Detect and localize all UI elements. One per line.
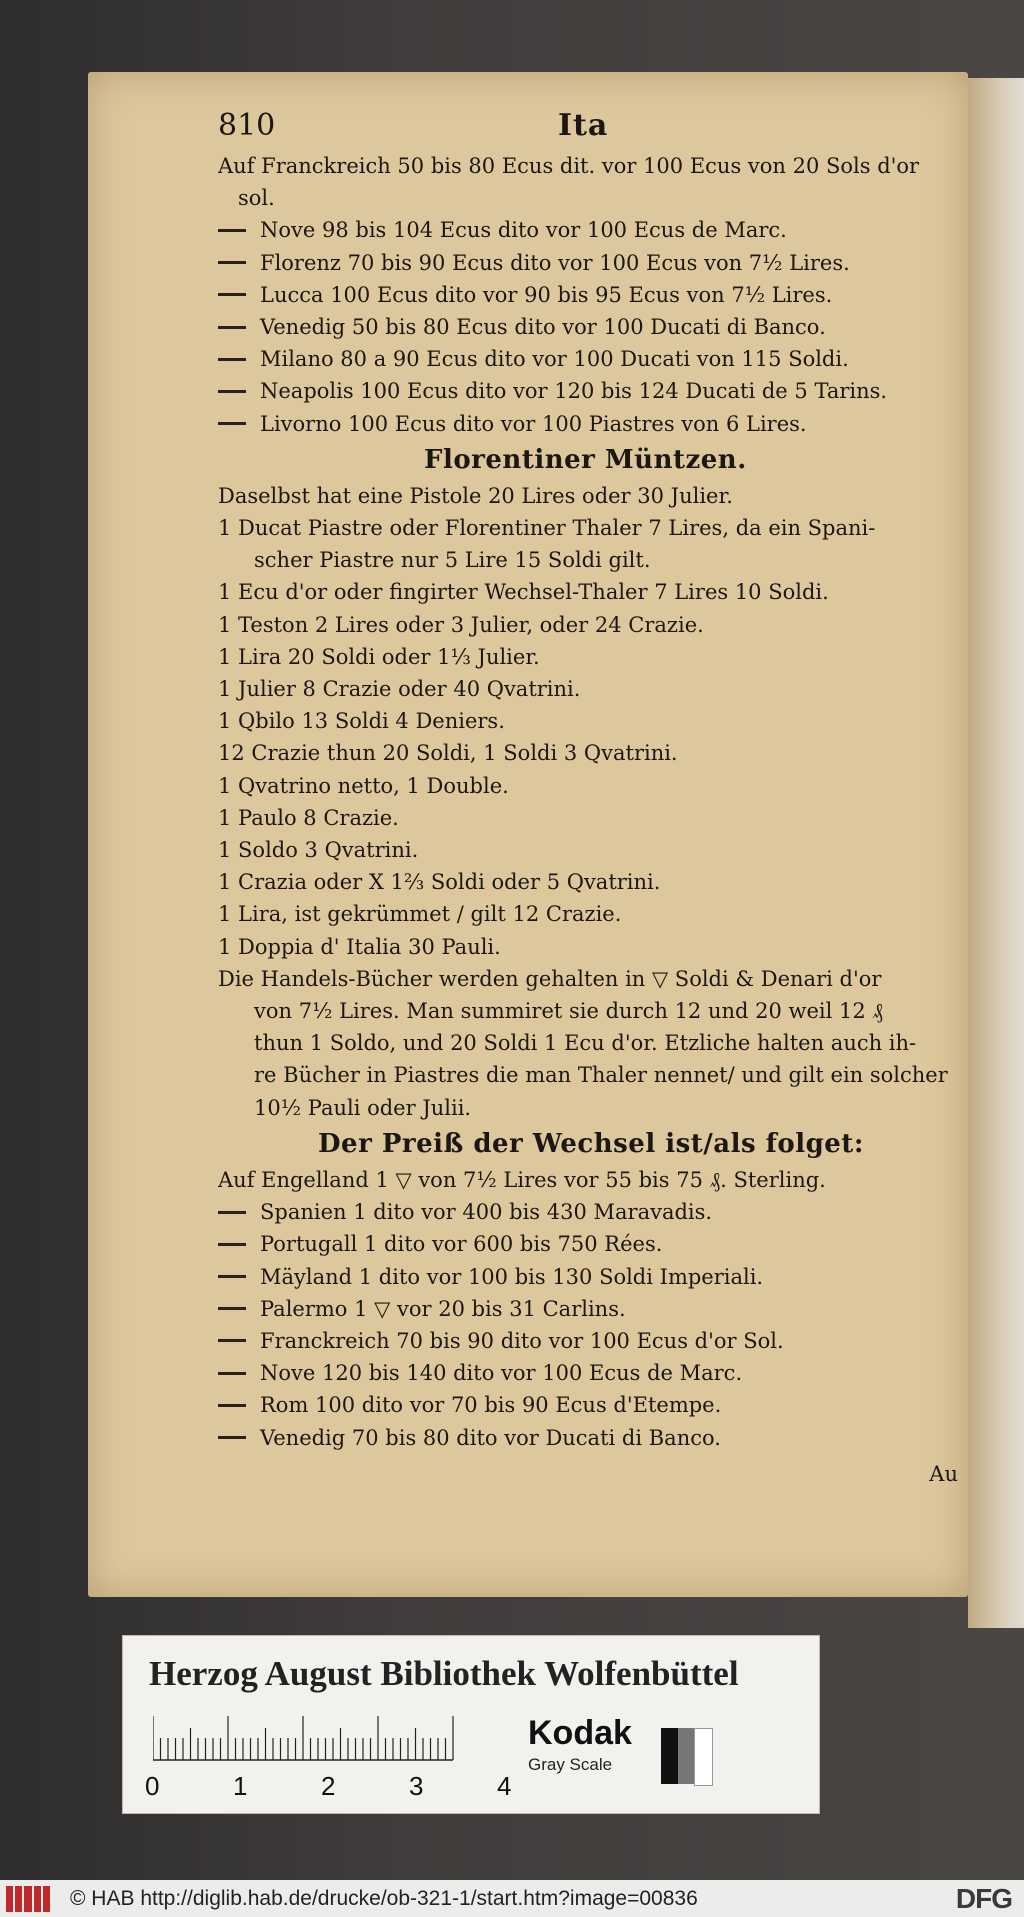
text-line [218,770,988,802]
library-color-card [122,1635,820,1814]
line-text: von 7½ Lires. Man summiret sie durch 12 und 20 weil 12 ₰ [254,999,883,1024]
text-line [218,1422,988,1454]
line-text: 1 Doppia d' Italia 30 Pauli. [218,934,501,959]
page-number: 810 [218,108,276,143]
line-text: Franckreich 70 bis 90 dito vor 100 Ecus d'or Sol. [260,1328,784,1353]
dash-mark [218,1372,246,1375]
line-text: 1 Julier 8 Crazie oder 40 Qvatrini. [218,677,581,702]
line-text: Spanien 1 dito vor 400 bis 430 Maravadis. [260,1200,713,1225]
text-line [218,705,988,737]
ruler-number: 2 [321,1771,336,1801]
text-line [218,1196,988,1228]
line-text: thun 1 Soldo, und 20 Soldi 1 Ecu d'or. Etzliche halten auch ih- [254,1031,917,1056]
dash-mark [218,229,246,232]
text-line [218,150,988,182]
section-heading-coins: Florentiner Müntzen. [424,444,747,475]
line-text: 1 Ducat Piastre oder Florentiner Thaler 7 Lires, da ein Spani- [218,516,876,541]
ruler-number: 1 [233,1771,248,1801]
ruler-number: 0 [145,1771,160,1801]
text-line [218,1389,988,1421]
text-line [218,214,988,246]
line-text: Nove 120 bis 140 dito vor 100 Ecus de Marc. [260,1361,743,1386]
ruler-scale [153,1714,493,1762]
ruler-number: 3 [409,1771,424,1801]
text-line [218,673,988,705]
text-line [218,512,988,544]
line-text: 1 Soldo 3 Qvatrini. [218,838,419,863]
line-text: Rom 100 dito vor 70 bis 90 Ecus d'Etempe. [260,1393,722,1418]
line-text: Venedig 70 bis 80 dito vor Ducati di Banco. [260,1425,721,1450]
copyright-link[interactable]: © HAB http://diglib.hab.de/drucke/ob-321-1/start.htm?image=00836 [70,1886,698,1910]
text-line [218,1059,988,1091]
page-header [218,108,988,150]
line-text: 1 Ecu d'or oder fingirter Wechsel-Thaler 7 Lires 10 Soldi. [218,580,829,605]
text-line [218,1027,988,1059]
line-text: Auf Engelland 1 ▽ von 7½ Lires vor 55 bis 75 ₰. Sterling. [218,1167,826,1192]
dash-mark [218,1339,246,1342]
line-text: Daselbst hat eine Pistole 20 Lires oder 30 Julier. [218,483,733,508]
line-text: 1 Paulo 8 Crazie. [218,805,399,830]
line-text: Die Handels-Bücher werden gehalten in ▽ Soldi & Denari d'or [218,966,882,991]
line-text: re Bücher in Piastres die man Thaler nennet/ und gilt ein solcher [254,1063,948,1088]
text-line [218,1261,988,1293]
line-text: 1 Qbilo 13 Soldi 4 Deniers. [218,709,505,734]
line-text: 1 Teston 2 Lires oder 3 Julier, oder 24 Crazie. [218,612,704,637]
line-text: Mäyland 1 dito vor 100 bis 130 Soldi Imperiali. [260,1264,764,1289]
gray-scale-patches [661,1728,713,1784]
text-line [218,898,988,930]
dash-mark [218,1307,246,1310]
dash-mark [218,390,246,393]
dfg-logo: DFG [955,1882,1012,1914]
text-line [218,1092,988,1124]
ruler-numbers [145,1771,525,1801]
dash-mark [218,293,246,296]
text-line [218,931,988,963]
text-line [218,866,988,898]
text-line [218,247,988,279]
text-line [218,1357,988,1389]
text-line [218,343,988,375]
running-head: Ita [558,108,609,143]
dash-mark [218,1211,246,1214]
kodak-subtitle: Gray Scale [528,1755,613,1774]
exchange-list [218,1164,988,1454]
ruler-number: 4 [497,1771,512,1801]
text-line [218,737,988,769]
text-line [218,544,988,576]
text-line [218,1293,988,1325]
dash-mark [218,1275,246,1278]
text-line [218,576,988,608]
line-text: 1 Lira, ist gekrümmet / gilt 12 Crazie. [218,902,622,927]
line-text: Palermo 1 ▽ vor 20 bis 31 Carlins. [260,1296,626,1321]
text-line [218,641,988,673]
line-text: Venedig 50 bis 80 Ecus dito vor 100 Ducati di Banco. [260,315,826,340]
catchword: Au [929,1461,958,1486]
text-line [218,375,988,407]
text-line [218,1228,988,1260]
line-text: Neapolis 100 Ecus dito vor 120 bis 124 Ducati de 5 Tarins. [260,379,888,404]
text-line [218,311,988,343]
hab-logo-icon [6,1886,50,1912]
line-text: Milano 80 a 90 Ecus dito vor 100 Ducati von 115 Soldi. [260,347,849,372]
text-line [218,802,988,834]
line-text: 10½ Pauli oder Julii. [254,1095,472,1120]
line-text: Livorno 100 Ecus dito vor 100 Piastres von 6 Lires. [260,411,807,436]
text-line [218,279,988,311]
line-text: Portugall 1 dito vor 600 bis 750 Rées. [260,1232,663,1257]
text-line [218,480,988,512]
kodak-label [528,1714,632,1775]
text-line [218,963,988,995]
text-line [218,834,988,866]
line-text: 12 Crazie thun 20 Soldi, 1 Soldi 3 Qvatrini. [218,741,678,766]
dash-mark [218,261,246,264]
text-line [218,1164,988,1196]
coin-list [218,480,988,1124]
text-line [218,609,988,641]
library-name: Herzog August Bibliothek Wolfenbüttel [149,1654,739,1693]
dash-mark [218,1404,246,1407]
text-line [218,995,988,1027]
footer-bar [0,1880,1024,1917]
text-line [218,408,988,440]
line-text: sol. [238,186,275,211]
text-line [218,1325,988,1357]
line-text: 1 Qvatrino netto, 1 Double. [218,773,509,798]
line-text: Florenz 70 bis 90 Ecus dito vor 100 Ecus von 7½ Lires. [260,250,850,275]
line-text: scher Piastre nur 5 Lire 15 Soldi gilt. [254,548,651,573]
line-text: Auf Franckreich 50 bis 80 Ecus dit. vor 100 Ecus von 20 Sols d'or [218,154,920,178]
page-text [218,108,988,1490]
kodak-brand: Kodak [528,1714,632,1752]
line-text: Nove 98 bis 104 Ecus dito vor 100 Ecus de Marc. [260,218,787,243]
line-text: 1 Lira 20 Soldi oder 1⅓ Julier. [218,644,540,669]
text-line [218,182,988,214]
dash-mark [218,326,246,329]
exchange-list-france [218,150,988,440]
line-text: 1 Crazia oder X 1⅔ Soldi oder 5 Qvatrini. [218,870,661,895]
dash-mark [218,1436,246,1439]
line-text: Lucca 100 Ecus dito vor 90 bis 95 Ecus von 7½ Lires. [260,282,833,307]
dash-mark [218,422,246,425]
dash-mark [218,358,246,361]
section-heading-exchange: Der Preiß der Wechsel ist/als folget: [318,1128,864,1159]
dash-mark [218,1243,246,1246]
